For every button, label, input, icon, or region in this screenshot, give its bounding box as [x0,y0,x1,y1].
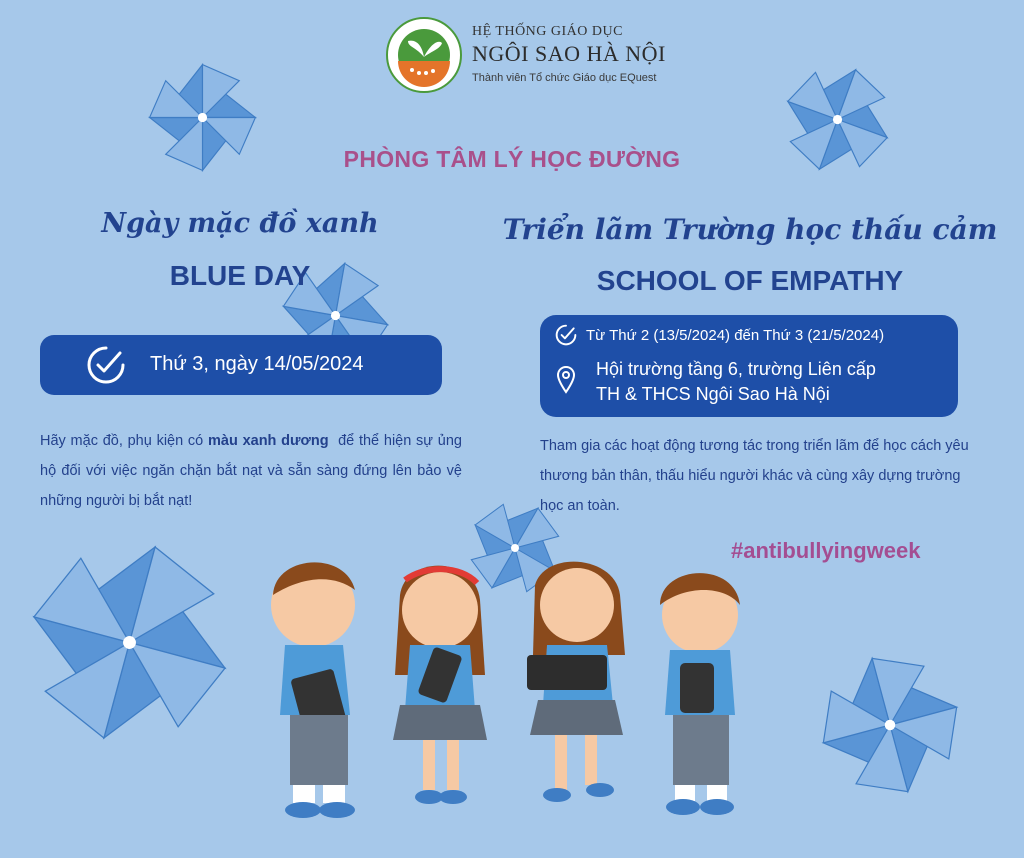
left-date-pill [40,335,442,395]
logo-line-2: NGÔI SAO HÀ NỘI [472,41,666,66]
page-title: PHÒNG TÂM LÝ HỌC ĐƯỜNG [343,146,681,172]
location-line-1: Hội trường tầng 6, trường Liên cấp [596,359,876,379]
right-heading: SCHOOL OF EMPATHY [596,265,904,296]
kid-boy-2 [660,573,740,815]
kids-illustration [255,545,755,845]
right-paragraph: Tham gia các hoạt động tương tác trong triển lãm để học cách yêu thương bản thân, thấu hiểu người khác và cùng xây dựng trường học an toàn. [540,438,969,514]
pinwheel-bottom-left [22,535,237,750]
left-paragraph [40,426,467,516]
right-info-pill [540,315,958,417]
location-line-2: TH & THCS Ngôi Sao Hà Nội [596,384,830,404]
hashtag: #antibullyingweek [731,538,921,563]
left-para-bold: màu xanh dương [208,433,329,449]
pinwheel-bottom-right [815,650,965,800]
kid-girl-2 [527,562,625,802]
kid-girl-1 [393,566,487,804]
logo-line-3: Thành viên Tổ chức Giáo dục EQuest [472,72,657,84]
kid-boy-1 [271,562,355,818]
clock-check-icon [555,324,577,346]
left-para-part-1: Hãy mặc đồ, phụ kiện có [40,433,208,449]
right-script-title: Triển lãm Trường học thấu cảm [502,213,998,246]
school-logo [386,17,462,93]
logo-line-1: HỆ THỐNG GIÁO DỤC [472,24,623,39]
right-date-text: Từ Thứ 2 (13/5/2024) đến Thứ 3 (21/5/2024) [586,327,885,344]
left-heading: BLUE DAY [169,260,311,291]
left-date-text: Thứ 3, ngày 14/05/2024 [150,353,364,375]
clock-check-icon [86,345,126,385]
left-para-part-2: để thể hiện sự ủng hộ đối với việc ngăn chặn bắt nạt và sẵn sàng đứng lên bảo vệ những người bị bắt nạt! [40,433,467,509]
left-script-title: Ngày mặc đồ xanh [101,208,379,239]
map-pin-icon [556,365,576,395]
